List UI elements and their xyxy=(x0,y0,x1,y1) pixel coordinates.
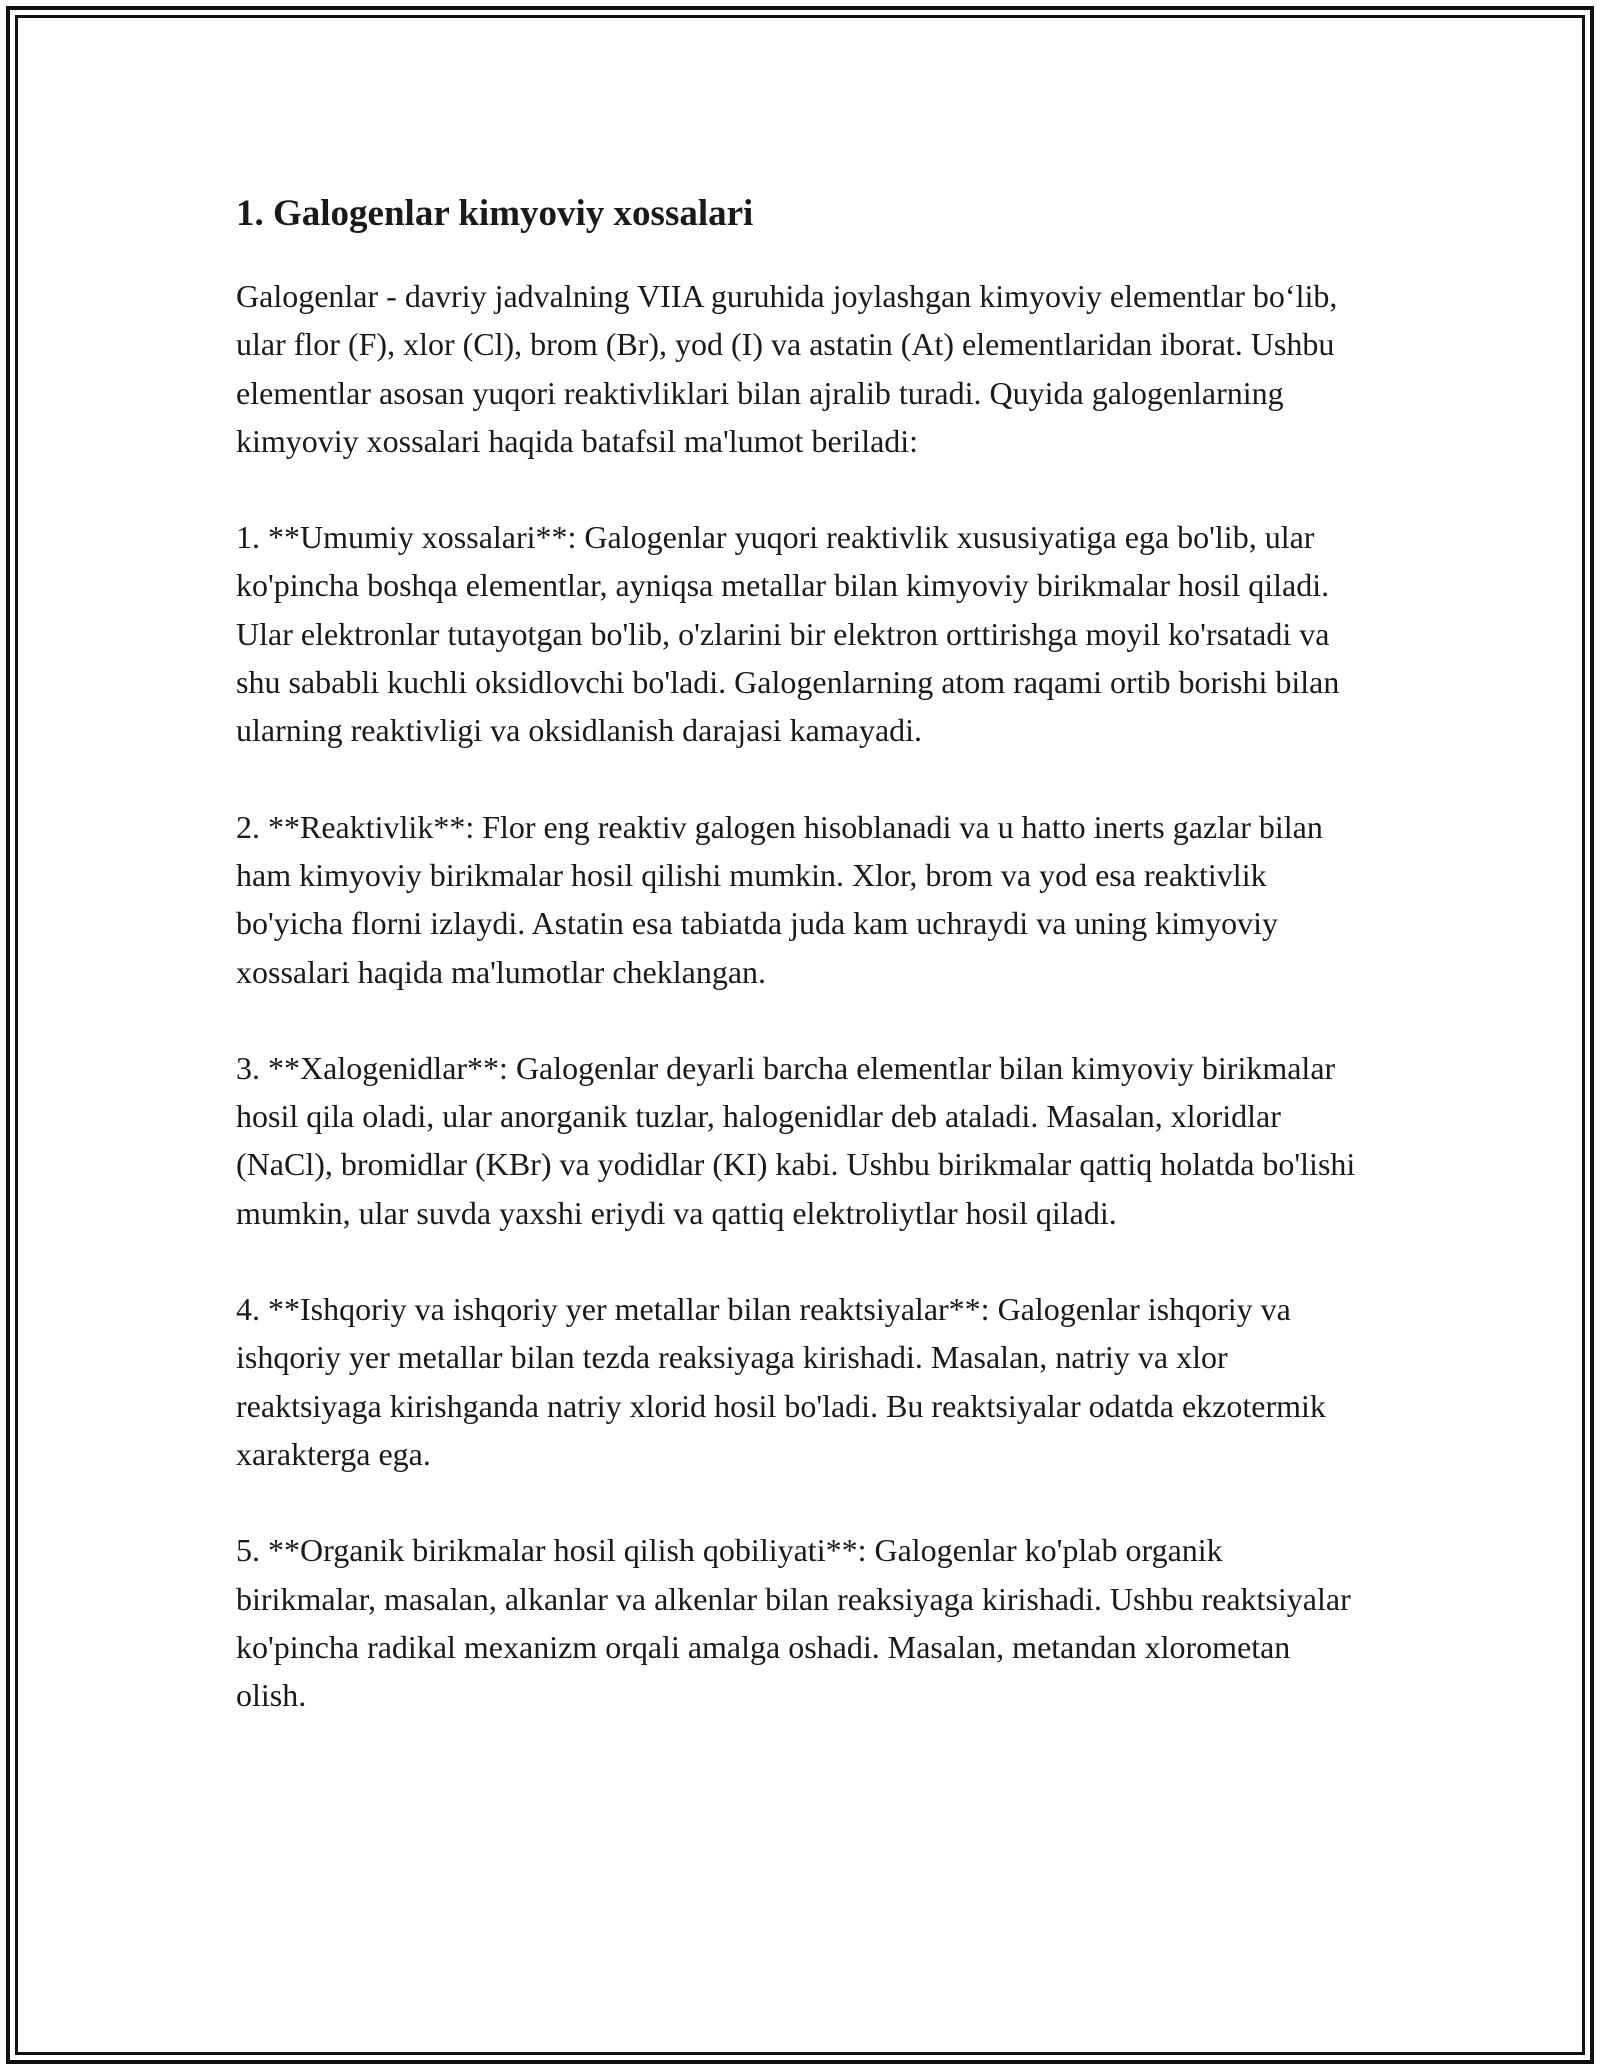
paragraph-general-properties: 1. **Umumiy xossalari**: Galogenlar yuqori reaktivlik xususiyatiga ega bo'lib, ular ko'pincha boshqa elementlar, ayniqsa metallar bilan kimyoviy birikmalar hosil qiladi. Ular elektronlar tutayotgan bo'lib, o'zlarini bir elektron orttirishga moyil ko'rsatadi va shu sababli kuchli oksidlovchi bo'ladi. Galogenlarning atom raqami ortib borishi bilan ularning reaktivligi va oksidlanish darajasi kamayadi. xyxy=(236,519,1340,749)
paragraph-halides: 3. **Xalogenidlar**: Galogenlar deyarli barcha elementlar bilan kimyoviy birikmalar hosil qila oladi, ular anorganik tuzlar, halogenidlar deb ataladi. Masalan, xloridlar (NaCl), bromidlar (KBr) va yodidlar (KI) kabi. Ushbu birikmalar qattiq holatda bo'lishi mumkin, ular suvda yaxshi eriydi va qattiq elektroliytlar hosil qiladi. xyxy=(236,1049,1356,1231)
document-body xyxy=(236,186,1366,1767)
paragraph-organic-compounds: 5. **Organik birikmalar hosil qilish qobiliyati**: Galogenlar ko'plab organik birikmalar, masalan, alkanlar va alkenlar bilan reaksiyaga kirishadi. Ushbu reaktsiyalar ko'pincha radikal mexanizm orqali amalga oshadi. Masalan, metandan xlorometan olish. xyxy=(236,1532,1351,1714)
paragraph-reactivity: 2. **Reaktivlik**: Flor eng reaktiv galogen hisoblanadi va u hatto inerts gazlar bilan ham kimyoviy birikmalar hosil qilishi mumkin. Xlor, brom va yod esa reaktivlik bo'yicha florni izlaydi. Astatin esa tabiatda juda kam uchraydi va uning kimyoviy xossalari haqida ma'lumotlar cheklangan. xyxy=(236,808,1323,990)
paragraph-alkali-metal-reactions: 4. **Ishqoriy va ishqoriy yer metallar bilan reaktsiyalar**: Galogenlar ishqoriy va ishqoriy yer metallar bilan tezda reaksiyaga kirishadi. Masalan, natriy va xlor reaktsiyaga kirishganda natriy xlorid hosil bo'ladi. Bu reaktsiyalar odatda ekzotermik xarakterga ega. xyxy=(236,1291,1326,1472)
intro-paragraph: Galogenlar - davriy jadvalning VIIA guruhida joylashgan kimyoviy elementlar bo‘lib, ular flor (F), xlor (Cl), brom (Br), yod (I) va astatin (At) elementlaridan iborat. Ushbu elementlar asosan yuqori reaktivliklari bilan ajralib turadi. Quyida galogenlarning kimyoviy xossalari haqida batafsil ma'lumot beriladi: xyxy=(236,278,1338,459)
document-title: 1. Galogenlar kimyoviy xossalari xyxy=(236,193,754,234)
